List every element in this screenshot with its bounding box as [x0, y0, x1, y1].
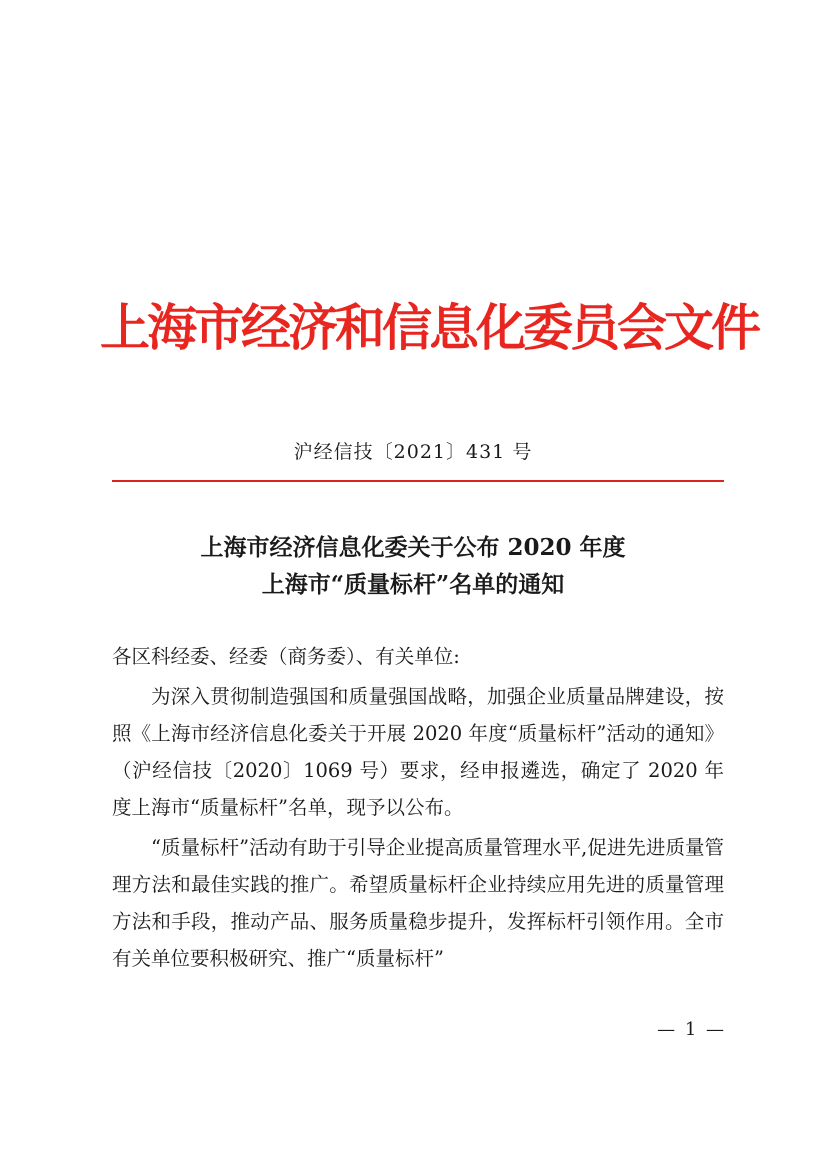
notice-title-line-1: 上海市经济信息化委关于公布 2020 年度 — [200, 534, 626, 561]
salutation: 各区科经委、经委（商务委）、有关单位: — [112, 645, 460, 668]
body-paragraph-1: 为深入贯彻制造强国和质量强国战略，加强企业质量品牌建设，按照《上海市经济信息化委关于开展 2020 年度“质量标杆”活动的通知》（沪经信技〔2020〕1069 号）要求，经申报遴选，确定了 2020 年度上海市“质量标杆”名单，现予以公布。 — [112, 685, 724, 819]
body-paragraph-2: “质量标杆”活动有助于引导企业提高质量管理水平,促进先进质量管理方法和最佳实践的推广。希望质量标杆企业持续应用先进的质量管理方法和手段，推动产品、服务质量稳步提升，发挥标杆引领作用。全市有关单位要积极研究、推广“质量标杆” — [112, 836, 724, 970]
document-number: 沪经信技〔2021〕431 号 — [293, 441, 533, 463]
notice-title-line-2: 上海市“质量标杆”名单的通知 — [261, 571, 565, 598]
masthead-title: 上海市经济和信息化委员会文件 — [100, 298, 758, 357]
red-divider-rule — [112, 480, 724, 482]
page-number: — 1 — — [657, 1019, 726, 1040]
notice-body — [112, 638, 724, 977]
notice-title — [100, 529, 726, 603]
